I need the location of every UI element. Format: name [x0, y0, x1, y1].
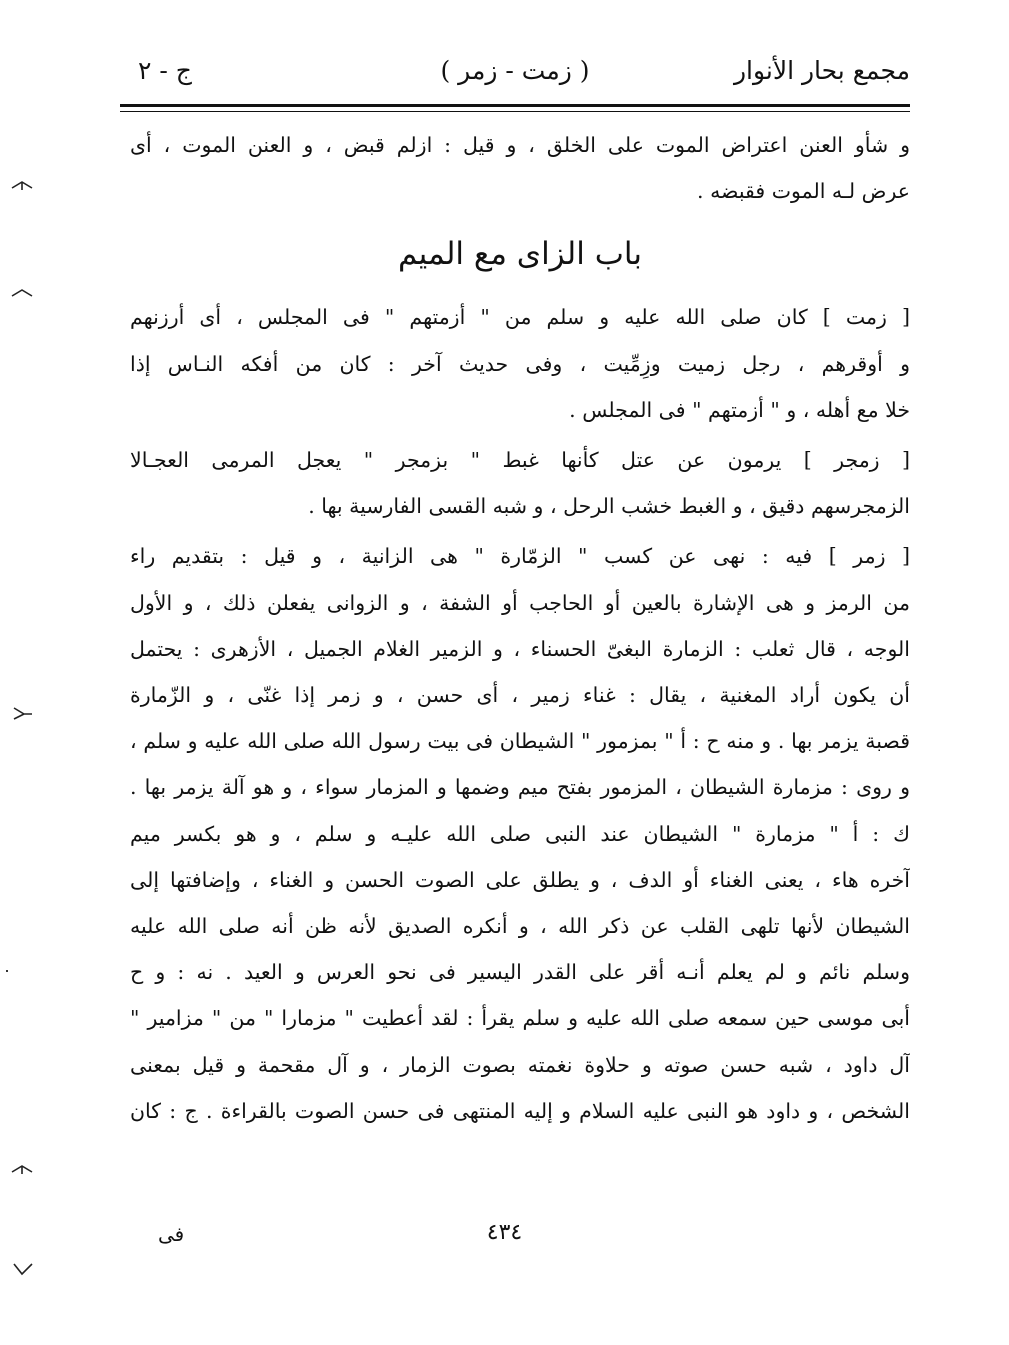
main-text	[130, 122, 910, 1134]
margin-mark-icon	[10, 706, 34, 720]
entry-zamt	[130, 294, 910, 433]
text-line: [ زمت ] كان صلى الله عليه و سلم من " أزمتهم " فى المجلس ، أى أرزنهم	[130, 305, 910, 330]
entry-zamjar	[130, 437, 910, 529]
page-number: ٤٣٤	[486, 1220, 523, 1245]
header-roots: ( زمت - زمر )	[440, 56, 590, 85]
margin-dot	[6, 970, 8, 972]
text-line: الشخص ، و داود هو النبى عليه السلام و إليه المنتهى فى حسن الصوت بالقراءة . ج : كان	[130, 1098, 910, 1123]
text-line: آخره هاء ، يعنى الغناء أو الدف ، و يطلق على الصوت الحسن و الغناء ، وإضافتها إلى	[130, 867, 910, 892]
text-line: و روى : مزمارة الشيطان ، المزمور بفتح ميم وضمها و المزمار سواء ، و هو آلة يزمر بها .	[130, 775, 910, 800]
margin-mark-icon	[10, 1262, 34, 1276]
text-line: آل داود ، شبه حسن صوته و حلاوة نغمته بصوت الزمار ، و آل مقحمة و قيل بمعنى	[130, 1052, 910, 1077]
text-line: وسلم نائم و لم يعلم أنـه أقر على القدر اليسير فى نحو العرس و العيد . نه : و ح	[130, 960, 910, 985]
volume-number: ج - ٢	[138, 56, 192, 85]
margin-mark-icon	[10, 178, 34, 192]
text-line: أبى موسى حين سمعه صلى الله عليه و سلم يقرأ : لقد أعطيت " مزمارا " من " مزامير "	[130, 1006, 910, 1031]
text-line: و شأو العنن اعتراض الموت على الخلق ، و قيل : ازلم قبض ، و العنن الموت ، أى	[130, 133, 910, 157]
text-line: الوجه ، قال ثعلب : الزمارة البغىّ الحسناء ، و الزمير الغلام الجميل ، الأزهرى : يحتمل	[130, 636, 910, 661]
running-header	[120, 52, 910, 96]
book-title: مجمع بحار الأنوار	[733, 56, 910, 85]
text-line: من الرمز و هى الإشارة بالعين أو الحاجب أو الشفة ، و الزوانى يفعلن ذلك ، و الأول	[130, 590, 910, 615]
text-line: الشيطان لأنها تلهى القلب عن ذكر الله ، و أنكره الصديق لأنه ظن أنه صلى الله عليه	[130, 914, 910, 939]
catchword: فى	[158, 1222, 185, 1246]
intro-paragraph	[130, 122, 910, 214]
text-line: الزمجرسهم دقيق ، و الغبط خشب الرحل ، و شبه القسى الفارسية بها .	[308, 494, 910, 519]
text-line: و أوقرهم ، رجل زميت وزِمِّيت ، وفى حديث آخر : كان من أفكه النـاس إذا	[130, 351, 910, 376]
margin-mark-icon	[10, 286, 34, 300]
text-line: أن يكون أراد المغنية ، يقال : غناء زمير ، أى حسن ، و زمر إذا غنّى ، و الزّمارة	[130, 683, 910, 708]
verse-line: [ زمجر ] يرمون عن عتل كأنها غبط " بزمجر " يعجل المرمى العجـالا	[130, 448, 910, 473]
entry-zamr	[130, 533, 910, 1134]
text-line: [ زمر ] فيه : نهى عن كسب " الزمّارة " هى الزانية ، و قيل : بتقديم راء	[130, 544, 910, 569]
text-line: قصبة يزمر بها . و منه ح : أ " بمزمور " الشيطان فى بيت رسول الله صلى الله عليه و سلم ،	[130, 729, 910, 754]
header-rule-thin	[120, 111, 910, 112]
section-heading: باب الزاى مع الميم	[398, 236, 642, 273]
margin-mark-icon	[10, 1162, 34, 1176]
text-line: عرض لـه الموت فقبضه .	[697, 179, 910, 204]
text-line: ك : أ " مزمارة " الشيطان عند النبى صلى الله عليـه و سلم ، و هو بكسر ميم	[130, 821, 910, 846]
header-rule-thick	[120, 104, 910, 107]
text-line: خلا مع أهله ، و " أزمتهم " فى المجلس .	[569, 397, 910, 422]
